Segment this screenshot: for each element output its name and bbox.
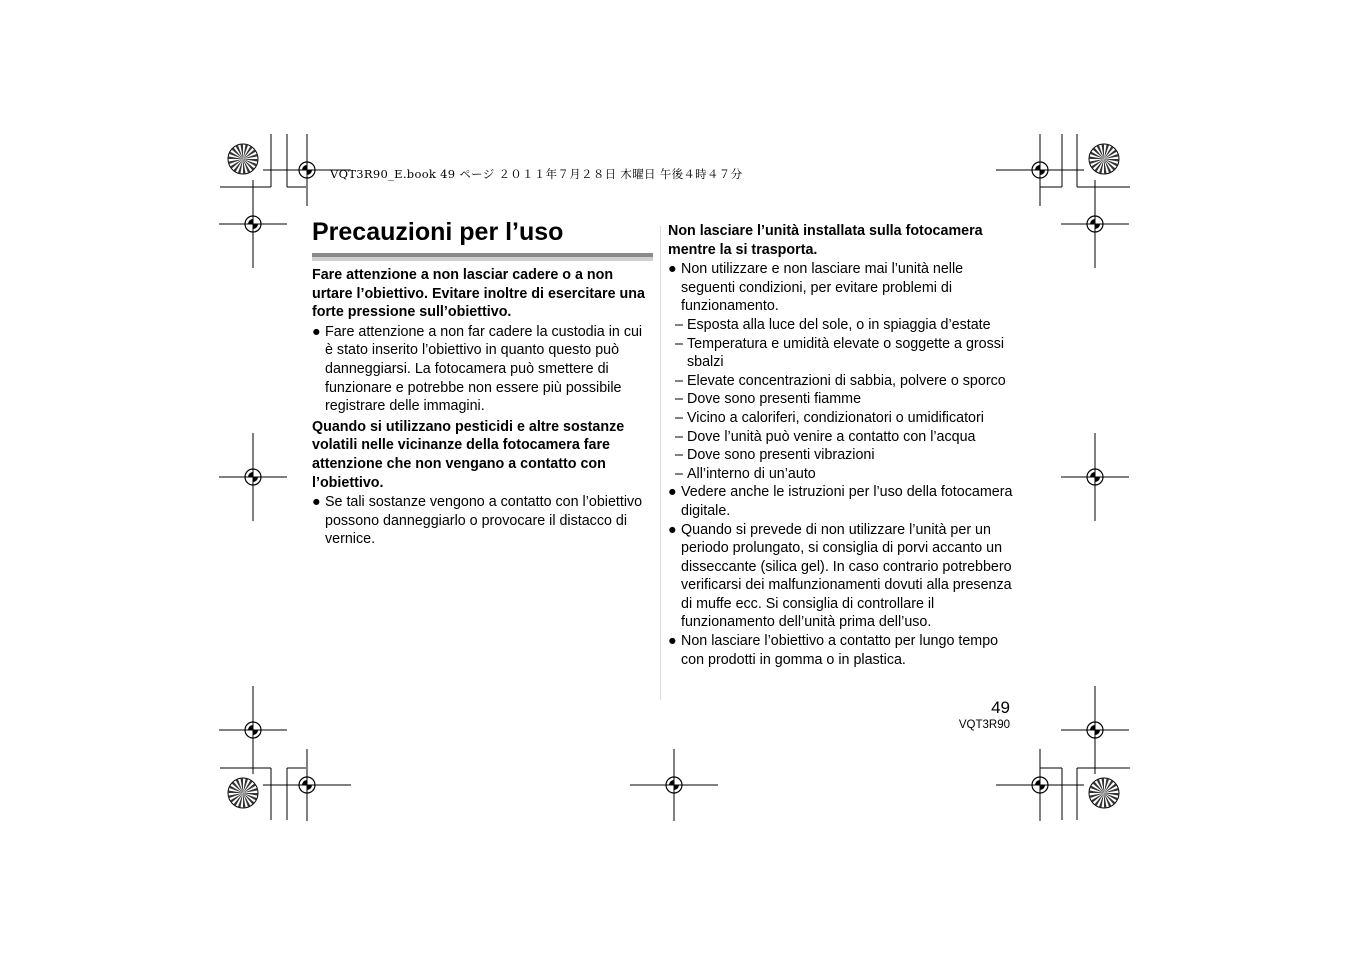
section-heading: Fare attenzione a non lasciar cadere o a non urtare l’obiettivo. Evitare inoltre di esercitare una forte pressione sull’obiettivo.: [312, 267, 645, 321]
bullet-item: [668, 260, 1018, 316]
bullet-text: Se tali sostanze vengono a contatto con l’obiettivo possono danneggiarlo o provocare il distacco di vernice.: [325, 494, 643, 548]
starburst-icon: [228, 144, 258, 174]
condition-text: Dove sono presenti fiamme: [687, 391, 862, 408]
bullet-icon: ●: [312, 494, 321, 511]
dash-icon: –: [675, 409, 683, 426]
bullet-item: [668, 521, 1018, 633]
bullet-text: Non lasciare l’obiettivo a contatto per lungo tempo con prodotti in gomma o in plastica.: [681, 633, 999, 668]
bullet-item: [668, 632, 1018, 669]
registration-target-icon: [996, 134, 1084, 206]
dash-icon: –: [675, 447, 683, 464]
page-title: Precauzioni per l’uso: [312, 218, 564, 246]
right-column: [668, 222, 1018, 669]
title-underline: [312, 253, 653, 261]
condition-text: Dove sono presenti vibrazioni: [687, 447, 875, 464]
page-header-line: VQT3R90_E.book 49 ページ ２０１１年７月２８日 木曜日 午後４時４７分: [330, 167, 743, 181]
model-code: VQT3R90: [958, 719, 1010, 731]
bullet-item: [668, 483, 1018, 520]
registration-target-icon: [996, 749, 1084, 821]
page-number: 49: [991, 698, 1010, 717]
condition-item: [668, 335, 1018, 372]
section-heading: Non lasciare l’unità installata sulla fotocamera mentre la si trasporta.: [668, 223, 983, 258]
dash-icon: –: [675, 391, 683, 408]
left-column: [312, 266, 654, 549]
condition-item: [668, 409, 1018, 428]
starburst-icon: [1089, 778, 1119, 808]
condition-text: Esposta alla luce del sole, o in spiaggia d’estate: [687, 316, 991, 333]
bullet-text: Quando si prevede di non utilizzare l’unità per un periodo prolungato, si consiglia di porvi accanto un disseccante (silica gel). In caso contrario potrebbero verificarsi dei malfunzionamenti dovuti alla presenza di muffe ecc. Si consiglia di controllare il funzionamento dell’unità prima dell’uso.: [681, 521, 1012, 631]
bullet-text: Vedere anche le istruzioni per l’uso della fotocamera digitale.: [681, 484, 1013, 519]
condition-item: [668, 390, 1018, 409]
registration-target-icon: [263, 749, 351, 821]
registration-target-icon: [219, 686, 287, 774]
bullet-icon: ●: [668, 521, 677, 538]
condition-text: Elevate concentrazioni di sabbia, polvere o sporco: [687, 372, 1006, 389]
condition-item: [668, 465, 1018, 484]
registration-target-icon: [1061, 180, 1129, 268]
dash-icon: –: [675, 335, 683, 352]
registration-target-icon: [1061, 433, 1129, 521]
condition-text: Dove l’unità può venire a contatto con l’acqua: [687, 428, 976, 445]
condition-item: [668, 428, 1018, 447]
starburst-icon: [1089, 144, 1119, 174]
bullet-icon: ●: [668, 484, 677, 501]
bullet-icon: ●: [668, 633, 677, 650]
dash-icon: –: [675, 428, 683, 445]
registration-target-icon: [219, 433, 287, 521]
condition-text: All’interno di un’auto: [687, 465, 816, 482]
registration-target-icon: [630, 749, 718, 821]
column-divider: [660, 226, 661, 700]
condition-item: [668, 316, 1018, 335]
registration-target-icon: [1061, 686, 1129, 774]
bullet-text: Non utilizzare e non lasciare mai l’unità nelle seguenti condizioni, per evitare problemi di funzionamento.: [681, 261, 964, 315]
bullet-item: [312, 493, 654, 549]
starburst-icon: [228, 778, 258, 808]
dash-icon: –: [675, 372, 683, 389]
bullet-icon: ●: [312, 323, 321, 340]
dash-icon: –: [675, 465, 683, 482]
dash-icon: –: [675, 316, 683, 333]
section-heading: Quando si utilizzano pesticidi e altre sostanze volatili nelle vicinanze della fotocamera fare attenzione che non vengano a contatto con l’obiettivo.: [312, 418, 625, 491]
condition-item: [668, 446, 1018, 465]
condition-text: Temperatura e umidità elevate o soggette a grossi sbalzi: [687, 335, 1005, 371]
bullet-item: [312, 323, 654, 416]
bullet-icon: ●: [668, 261, 677, 278]
bullet-text: Fare attenzione a non far cadere la custodia in cui è stato inserito l’obiettivo in quanto questo può danneggiarsi. La fotocamera può smettere di funzionare e potrebbe non essere più possibile registrare delle immagini.: [325, 323, 643, 415]
condition-text: Vicino a caloriferi, condizionatori o umidificatori: [687, 409, 984, 426]
registration-target-icon: [219, 180, 287, 268]
condition-item: [668, 372, 1018, 391]
